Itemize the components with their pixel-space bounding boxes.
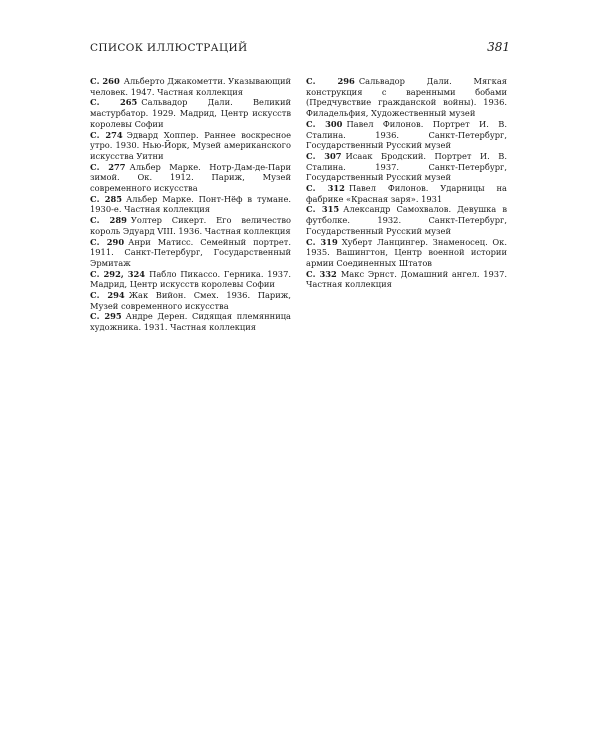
entry-page-ref: С. 274 xyxy=(90,129,123,140)
list-item xyxy=(90,237,291,269)
entry-text: Павел Филонов. Ударницы на фабрике «Красная заря». 1931 xyxy=(306,183,507,204)
entry-text: Андре Дерен. Сидящая племянница художника. 1931. Частная коллекция xyxy=(90,311,291,333)
running-header xyxy=(90,41,510,59)
list-item xyxy=(306,237,507,269)
entry-text: Пабло Пикассо. Герника. 1937. Мадрид, Центр искусств королевы Софии xyxy=(90,268,291,290)
entry-text: Альберто Джакометти. Указывающий человек. 1947. Частная коллекция xyxy=(90,76,292,97)
header-title: СПИСОК ИЛЛЮСТРАЦИЙ xyxy=(90,42,248,54)
list-item xyxy=(306,269,507,290)
list-item xyxy=(90,130,291,162)
entry-page-ref: С. 295 xyxy=(90,311,122,322)
list-item xyxy=(90,290,291,311)
right-column xyxy=(306,76,507,290)
entry-page-ref: С. 319 xyxy=(306,236,338,247)
entry-text: Павел Филонов. Портрет И. В. Сталина. 1936. Санкт-Петербург, Государственный Русский музей xyxy=(306,118,507,151)
list-item xyxy=(90,97,291,129)
entry-text: Уолтер Сикерт. Его величество король Эдуард VIII. 1936. Частная коллекция xyxy=(90,215,292,236)
entry-text: Макс Эрнст. Домашний ангел. 1937. Частная коллекция xyxy=(306,268,507,290)
list-item xyxy=(90,215,291,236)
entry-page-ref: С. 307 xyxy=(306,150,342,161)
entry-page-ref: С. 315 xyxy=(306,204,340,215)
list-item xyxy=(90,162,291,194)
entry-page-ref: С. 260 xyxy=(90,76,120,86)
list-item xyxy=(90,311,291,332)
entry-text: Жак Вийон. Смех. 1936. Париж, Музей современного искусства xyxy=(90,290,291,311)
entry-text: Исаак Бродский. Портрет И. В. Сталина. 1937. Санкт-Петербург, Государственный Русский музей xyxy=(306,150,507,183)
entry-text: Альбер Марке. Понт-Нёф в тумане. 1930-е. Частная коллекция xyxy=(90,193,291,215)
entry-page-ref: С. 312 xyxy=(306,183,345,194)
entry-text: Александр Самохвалов. Девушка в футболке. 1932. Санкт-Петербург, Государственный Русский музей xyxy=(306,204,507,236)
entry-page-ref: С. 289 xyxy=(90,215,127,226)
entry-page-ref: С. 292, 324 xyxy=(90,268,146,279)
entry-page-ref: С. 296 xyxy=(306,76,355,86)
list-item xyxy=(90,194,291,215)
list-item xyxy=(90,76,291,97)
entry-text: Сальвадор Дали. Мягкая конструкция с варенными бобами (Предчувствие гражданской войны). 1936. Филадельфия, Художественный музей xyxy=(306,76,507,119)
list-item xyxy=(306,183,507,204)
list-item xyxy=(306,151,507,183)
left-column xyxy=(90,76,291,333)
entry-page-ref: С. 285 xyxy=(90,193,123,204)
entry-page-ref: С. 300 xyxy=(306,118,343,129)
list-item xyxy=(90,269,291,290)
entry-page-ref: С. 294 xyxy=(90,290,125,301)
entry-text: Хуберт Ланцингер. Знаменосец. Ок. 1935. Вашингтон, Центр военной истории армии Соединенных Штатов xyxy=(306,236,508,268)
page-number: 381 xyxy=(487,40,510,54)
list-item xyxy=(306,76,507,119)
entry-text: Анри Матисс. Семейный портрет. 1911. Санкт-Петербург, Государственный Эрмитаж xyxy=(90,236,292,268)
entry-page-ref: С. 265 xyxy=(90,97,138,108)
list-item xyxy=(306,119,507,151)
entry-text: Эдвард Хоппер. Раннее воскресное утро. 1930. Нью-Йорк, Музей американского искусства Уитни xyxy=(90,129,292,161)
entry-page-ref: С. 290 xyxy=(90,236,125,247)
entry-page-ref: С. 277 xyxy=(90,161,126,172)
entry-text: Сальвадор Дали. Великий мастурбатор. 1929. Мадрид, Центр искусств королевы Софии xyxy=(90,97,291,129)
entry-text: Альбер Марке. Нотр-Дам-де-Пари зимой. Ок. 1912. Париж, Музей современного искусства xyxy=(90,161,292,194)
entry-page-ref: С. 332 xyxy=(306,268,337,279)
list-item xyxy=(306,204,507,236)
